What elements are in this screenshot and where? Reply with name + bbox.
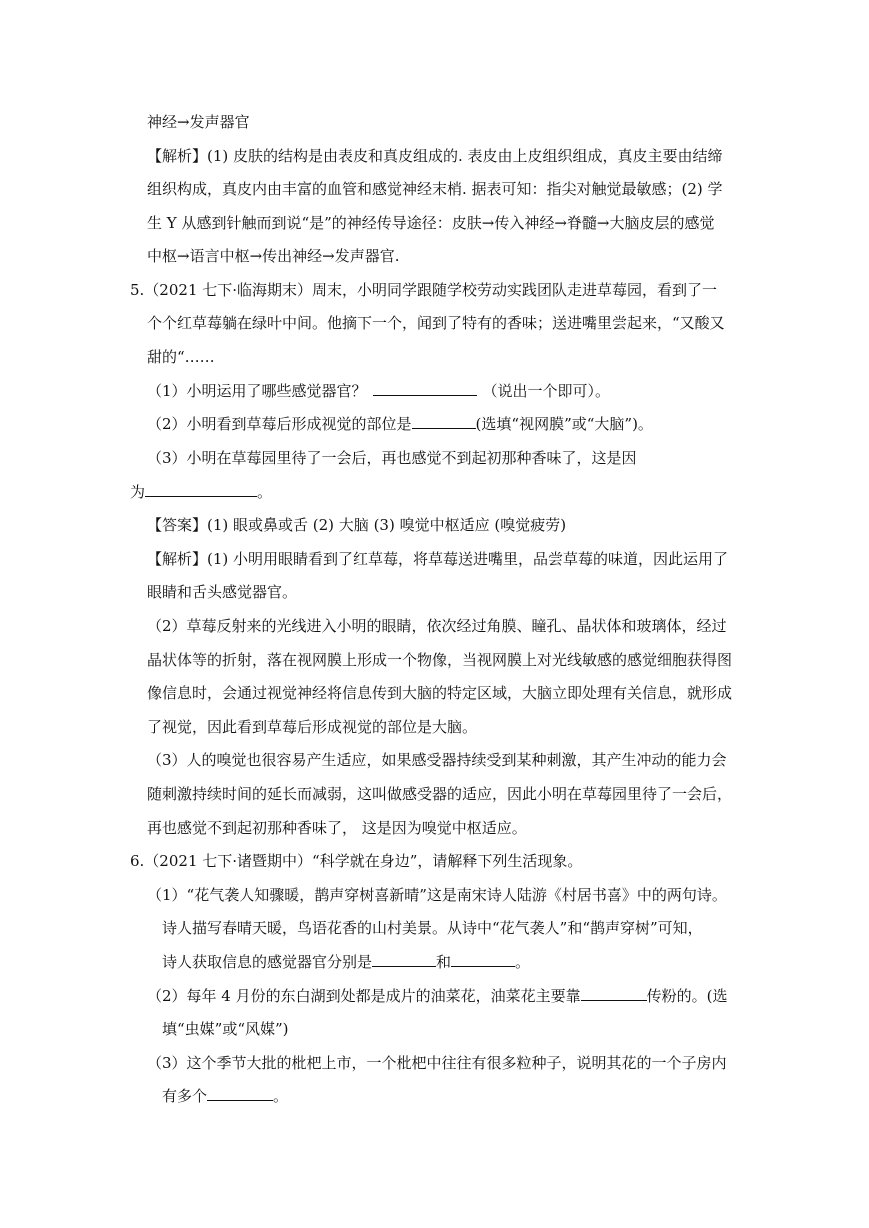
q6-sub-2-line-1 (147, 986, 728, 1006)
q6-sub-2-hint: 传粉的。(选 (646, 987, 728, 1005)
q5-sub-3-line-1: （3）小明在草莓园里待了一会后，再也感觉不到起初那种香味了，这是因 (147, 449, 637, 467)
q6-sub-1-end: 。 (515, 953, 531, 971)
q6-sub-1-line-3 (162, 952, 530, 972)
prev-answer-tail: 神经→发声器官 (147, 113, 250, 131)
q5-analysis-line-2: 眼睛和舌头感觉器官。 (147, 583, 298, 601)
q5-sub-3-blank[interactable] (145, 482, 257, 497)
q5-analysis-line-8: 随刺激持续时间的延长而减弱，这叫做感受器的适应，因此小明在草莓园里待了一会后， (147, 785, 733, 803)
q5-stem-line-3: 甜的“…… (147, 348, 215, 366)
q5-sub-1-hint: （说出一个即可）。 (482, 382, 611, 400)
q5-sub-3-text: 为 (130, 483, 146, 501)
q5-sub-1-blank[interactable] (373, 381, 477, 396)
q5-sub-3-end: 。 (257, 483, 273, 501)
q6-sub-3-text: 有多个 (162, 1087, 208, 1105)
q6-sub-1-blank-1[interactable] (372, 952, 436, 967)
q5-sub-1-text: （1）小明运用了哪些感觉器官？ (147, 382, 367, 400)
q6-sub-3-line-2 (162, 1086, 288, 1106)
q5-sub-2-text: （2）小明看到草莓后形成视觉的部位是 (147, 415, 412, 433)
q6-sub-2-blank[interactable] (581, 986, 647, 1001)
q6-stem: 6.（2021 七下·诸暨期中）“科学就在身边”，请解释下列生活现象。 (130, 852, 583, 870)
q5-sub-1 (147, 381, 610, 401)
q5-analysis-line-1: 【解析】(1) 小明用眼睛看到了红草莓，将草莓送进嘴里，品尝草莓的味道，因此运用了 (147, 550, 729, 568)
prev-analysis-line-1: 【解析】(1) 皮肤的结构是由表皮和真皮组成的. 表皮由上皮组织组成，真皮主要由结缔 (147, 147, 723, 165)
q5-answer: 【答案】(1) 眼或鼻或舌 (2) 大脑 (3) 嗅觉中枢适应 (嗅觉疲劳) (147, 516, 567, 534)
q6-sub-2-line-2: 填“虫媒”或“风媒”) (162, 1020, 289, 1038)
q5-analysis-line-9: 再也感觉不到起初那种香味了， 这是因为嗅觉中枢适应。 (147, 819, 527, 837)
q5-stem-line-2: 个个红草莓躺在绿叶中间。他摘下一个，闻到了特有的香味；送进嘴里尝起来，“又酸又 (147, 314, 725, 332)
q5-stem-line-1: 5.（2021 七下·临海期末）周末，小明同学跟随学校劳动实践团队走进草莓园，看到了一 (130, 281, 718, 299)
q6-sub-3-line-1: （3）这个季节大批的枇杷上市，一个枇杷中往往有很多粒种子，说明其花的一个子房内 (147, 1054, 727, 1072)
q5-sub-2-hint: (选填“视网膜”或“大脑”)。 (475, 415, 653, 433)
q6-sub-1-and: 和 (436, 953, 452, 971)
q5-sub-2-blank[interactable] (412, 414, 476, 429)
q6-sub-1-text: 诗人获取信息的感觉器官分别是 (162, 953, 373, 971)
q6-sub-1-line-1: （1）“花气袭人知骤暖，鹊声穿树喜新晴”这是南宋诗人陆游《村居书喜》中的两句诗。 (147, 886, 727, 904)
q6-sub-2-text: （2）每年 4 月份的东白湖到处都是成片的油菜花，油菜花主要靠 (147, 987, 581, 1005)
q5-sub-3-line-2 (130, 482, 272, 502)
prev-analysis-line-3: 生 Y 从感到针触而到说“是”的神经传导途径：皮肤→传入神经→脊髓→大脑皮层的感觉 (147, 214, 715, 232)
prev-analysis-line-4: 中枢→语言中枢→传出神经→发声器官. (147, 247, 400, 265)
prev-analysis-line-2: 组织构成，真皮内由丰富的血管和感觉神经末梢. 据表可知：指尖对触觉最敏感；(2) 学 (147, 180, 723, 198)
q6-sub-1-line-2: 诗人描写春晴天暖，鸟语花香的山村美景。从诗中“花气袭人”和“鹊声穿树”可知， (162, 919, 703, 937)
q5-sub-2 (147, 414, 653, 434)
q5-analysis-line-5: 像信息时，会通过视觉神经将信息传到大脑的特定区域，大脑立即处理有关信息，就形成 (147, 684, 733, 702)
q6-sub-3-blank[interactable] (207, 1086, 273, 1101)
q5-analysis-line-6: 了视觉，因此看到草莓后形成视觉的部位是大脑。 (147, 718, 478, 736)
q6-sub-3-end: 。 (273, 1087, 289, 1105)
q6-sub-1-blank-2[interactable] (451, 952, 515, 967)
q5-analysis-line-3: （2）草莓反射来的光线进入小明的眼睛，依次经过角膜、瞳孔、晶状体和玻璃体，经过 (147, 617, 727, 635)
q5-analysis-line-7: （3）人的嗅觉也很容易产生适应，如果感受器持续受到某种刺激，其产生冲动的能力会 (147, 751, 727, 769)
q5-analysis-line-4: 晶状体等的折射，落在视网膜上形成一个物像，当视网膜上对光线敏感的感觉细胞获得图 (147, 651, 733, 669)
